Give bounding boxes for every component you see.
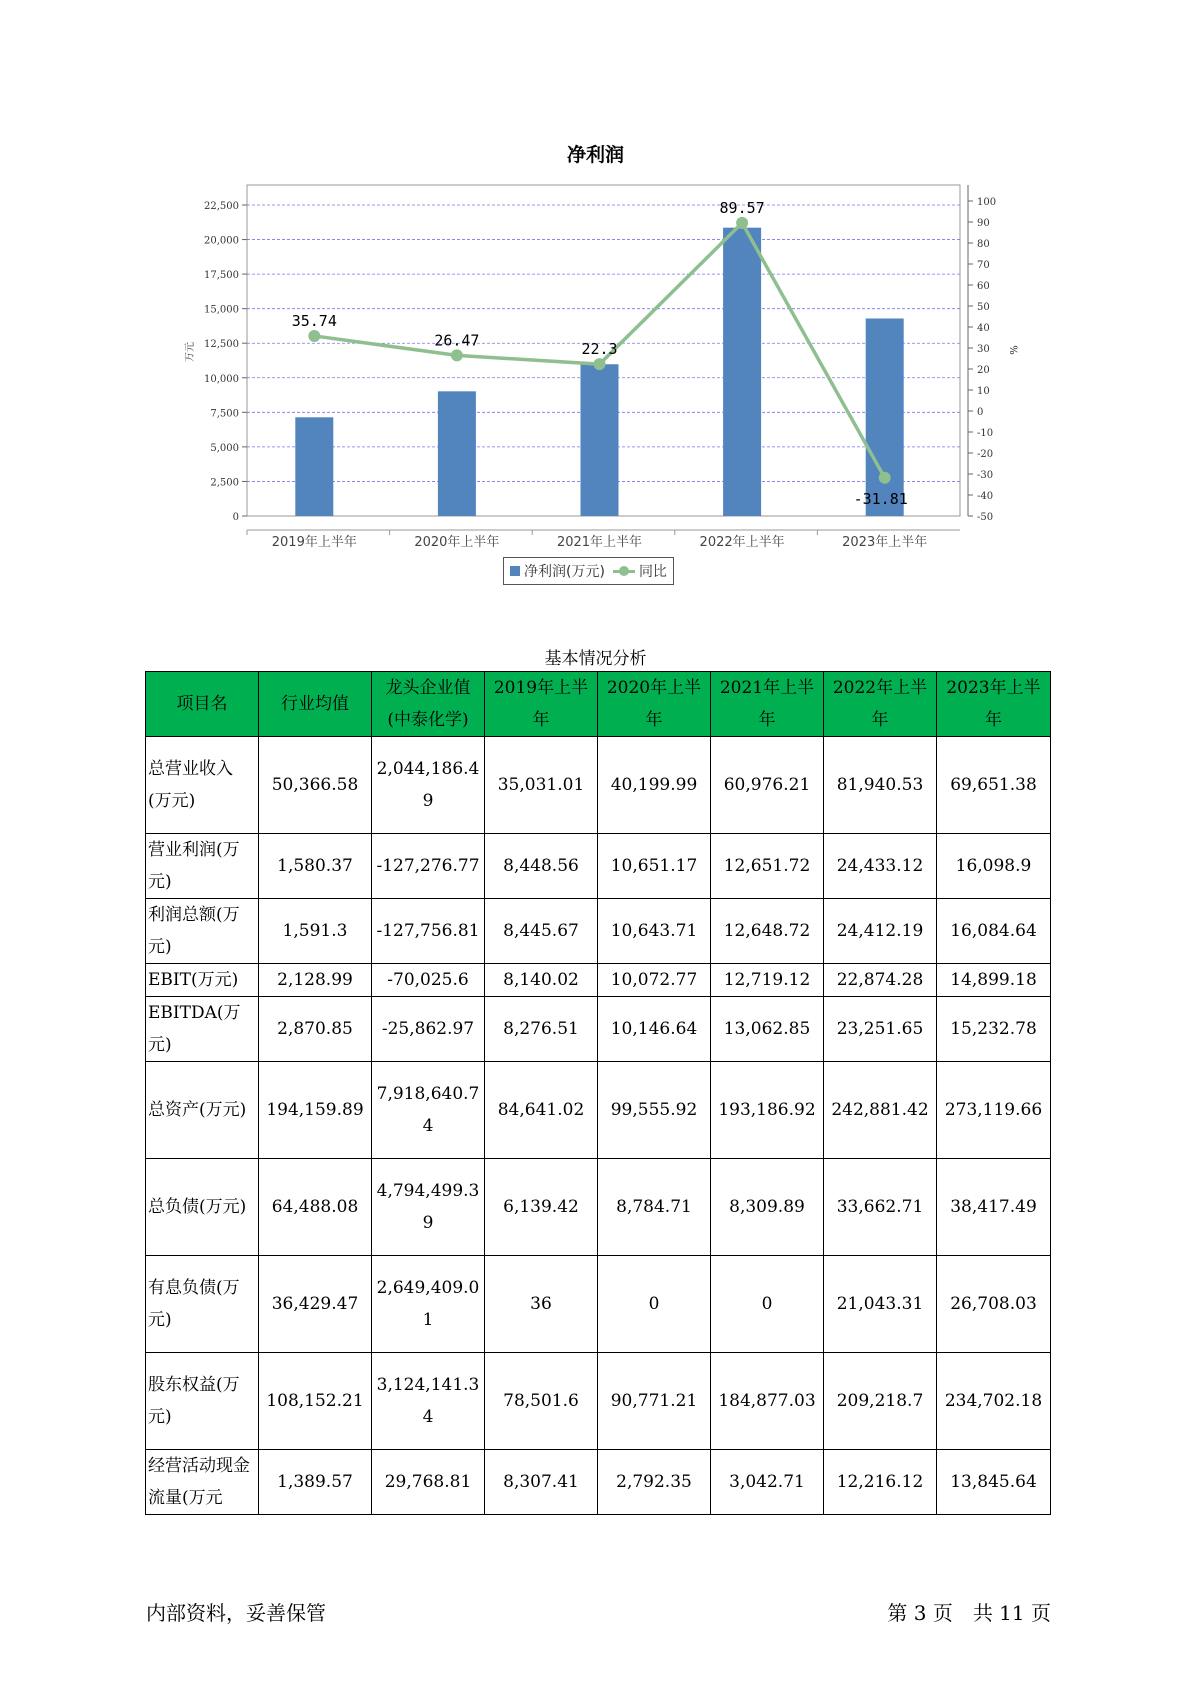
value-cell: 13,062.85 <box>711 997 824 1062</box>
y-right-tick-label: 30 <box>977 344 990 355</box>
value-cell: 4,794,499.39 <box>372 1159 485 1256</box>
value-cell: 8,140.02 <box>485 964 598 997</box>
value-cell: 1,580.37 <box>259 834 372 899</box>
value-cell: 194,159.89 <box>259 1062 372 1159</box>
value-cell: 8,445.67 <box>485 899 598 964</box>
y-right-tick-label: 0 <box>977 407 984 418</box>
x-tick-label: 2020年上半年 <box>414 535 500 550</box>
value-cell: 23,251.65 <box>824 997 937 1062</box>
y-left-tick-label: 10,000 <box>204 373 239 385</box>
value-cell: 12,648.72 <box>711 899 824 964</box>
value-cell: 1,591.3 <box>259 899 372 964</box>
bar <box>866 318 904 516</box>
value-cell: 40,199.99 <box>598 737 711 834</box>
table-header-cell: 2023年上半年 <box>937 672 1051 737</box>
yoy-data-label: -31.81 <box>853 489 908 508</box>
value-cell: -70,025.6 <box>372 964 485 997</box>
value-cell: 50,366.58 <box>259 737 372 834</box>
legend-bar-label: 净利润(万元) <box>524 564 605 580</box>
value-cell: 10,072.77 <box>598 964 711 997</box>
value-cell: 273,119.66 <box>937 1062 1051 1159</box>
value-cell: 36,429.47 <box>259 1256 372 1353</box>
value-cell: 78,501.6 <box>485 1353 598 1450</box>
row-label-cell: 总负债(万元) <box>146 1159 259 1256</box>
table-row <box>146 1353 1051 1450</box>
row-label-cell: 利润总额(万元) <box>146 899 259 964</box>
value-cell: 21,043.31 <box>824 1256 937 1353</box>
value-cell: 26,708.03 <box>937 1256 1051 1353</box>
yoy-point <box>308 330 320 342</box>
value-cell: 60,976.21 <box>711 737 824 834</box>
y-left-tick-label: 0 <box>232 512 239 523</box>
table-header-cell: 2022年上半年 <box>824 672 937 737</box>
value-cell: 8,448.56 <box>485 834 598 899</box>
table-header-cell: 2021年上半年 <box>711 672 824 737</box>
bar <box>581 364 619 516</box>
table-row <box>146 899 1051 964</box>
value-cell: 15,232.78 <box>937 997 1051 1062</box>
net-profit-chart <box>0 0 1191 600</box>
yoy-point <box>736 217 748 229</box>
yoy-data-label: 26.47 <box>434 331 480 350</box>
value-cell: 2,044,186.49 <box>372 737 485 834</box>
table-header-cell: 项目名 <box>146 672 259 737</box>
row-label-cell: 有息负债(万元) <box>146 1256 259 1353</box>
value-cell: 24,412.19 <box>824 899 937 964</box>
value-cell: 193,186.92 <box>711 1062 824 1159</box>
y-right-tick-label: -10 <box>977 428 994 439</box>
y-right-tick-label: 70 <box>977 260 990 271</box>
legend-line-swatch <box>613 565 635 577</box>
table-row <box>146 997 1051 1062</box>
value-cell: 2,649,409.01 <box>372 1256 485 1353</box>
value-cell: 81,940.53 <box>824 737 937 834</box>
table-header-cell: 2020年上半年 <box>598 672 711 737</box>
bar <box>723 228 761 516</box>
y-right-tick-label: 10 <box>977 386 990 397</box>
yoy-data-label: 22.3 <box>581 340 618 359</box>
table-row <box>146 1159 1051 1256</box>
legend-bar-swatch <box>510 566 520 576</box>
value-cell: 209,218.7 <box>824 1353 937 1450</box>
y-right-tick-label: 80 <box>977 239 990 250</box>
value-cell: 3,042.71 <box>711 1450 824 1515</box>
row-label-cell: EBIT(万元) <box>146 964 259 997</box>
value-cell: 35,031.01 <box>485 737 598 834</box>
value-cell: 29,768.81 <box>372 1450 485 1515</box>
row-label-cell: 经营活动现金流量(万元 <box>146 1450 259 1515</box>
table-row <box>146 834 1051 899</box>
value-cell: 69,651.38 <box>937 737 1051 834</box>
yoy-data-label: 89.57 <box>719 198 765 217</box>
value-cell: 22,874.28 <box>824 964 937 997</box>
value-cell: 12,719.12 <box>711 964 824 997</box>
table-row <box>146 1256 1051 1353</box>
value-cell: 13,845.64 <box>937 1450 1051 1515</box>
value-cell: 8,309.89 <box>711 1159 824 1256</box>
row-label-cell: 总资产(万元) <box>146 1062 259 1159</box>
table-title: 基本情况分析 <box>544 649 647 669</box>
y-left-tick-label: 15,000 <box>204 304 239 316</box>
table-row <box>146 737 1051 834</box>
value-cell: 64,488.08 <box>259 1159 372 1256</box>
value-cell: 242,881.42 <box>824 1062 937 1159</box>
value-cell: 16,098.9 <box>937 834 1051 899</box>
table-row <box>146 1062 1051 1159</box>
x-tick-label: 2022年上半年 <box>699 535 785 550</box>
row-label-cell: 股东权益(万元) <box>146 1353 259 1450</box>
value-cell: 184,877.03 <box>711 1353 824 1450</box>
footer-page-number: 第 3 页 共 11 页 <box>887 1601 1051 1625</box>
y-left-tick-label: 12,500 <box>204 339 239 351</box>
value-cell: 12,216.12 <box>824 1450 937 1515</box>
value-cell: -25,862.97 <box>372 997 485 1062</box>
x-tick-label: 2021年上半年 <box>556 535 643 550</box>
bar <box>295 417 333 516</box>
value-cell: 0 <box>598 1256 711 1353</box>
value-cell: 8,784.71 <box>598 1159 711 1256</box>
y-right-tick-label: 90 <box>977 218 990 229</box>
basic-analysis-table <box>145 671 1051 1515</box>
value-cell: 6,139.42 <box>485 1159 598 1256</box>
y-right-tick-label: 20 <box>977 365 990 376</box>
y-left-axis-label: 万元 <box>185 342 196 362</box>
yoy-point <box>879 472 891 484</box>
value-cell: 10,146.64 <box>598 997 711 1062</box>
value-cell: 8,307.41 <box>485 1450 598 1515</box>
y-right-tick-label: 60 <box>977 281 990 292</box>
chart-title: 净利润 <box>566 144 624 166</box>
value-cell: 10,651.17 <box>598 834 711 899</box>
value-cell: 8,276.51 <box>485 997 598 1062</box>
value-cell: 7,918,640.74 <box>372 1062 485 1159</box>
value-cell: 14,899.18 <box>937 964 1051 997</box>
chart-legend <box>503 557 674 585</box>
row-label-cell: 总营业收入(万元) <box>146 737 259 834</box>
y-left-tick-label: 2,500 <box>210 477 239 489</box>
y-right-tick-label: -40 <box>977 491 994 502</box>
table-header-cell: 龙头企业值(中泰化学) <box>372 672 485 737</box>
value-cell: 234,702.18 <box>937 1353 1051 1450</box>
x-tick-label: 2019年上半年 <box>271 535 357 550</box>
table-header-cell: 2019年上半年 <box>485 672 598 737</box>
table-row <box>146 964 1051 997</box>
value-cell: -127,276.77 <box>372 834 485 899</box>
y-right-tick-label: 100 <box>977 197 997 208</box>
footer-confidential: 内部资料，妥善保管 <box>146 1601 326 1625</box>
y-right-axis-label: % <box>1007 345 1018 355</box>
chart-svg <box>0 0 1191 600</box>
value-cell: 108,152.21 <box>259 1353 372 1450</box>
y-left-tick-label: 5,000 <box>210 442 239 454</box>
yoy-point <box>594 358 606 370</box>
value-cell: 33,662.71 <box>824 1159 937 1256</box>
bar <box>438 391 476 516</box>
row-label-cell: 营业利润(万元) <box>146 834 259 899</box>
y-left-tick-label: 7,500 <box>210 408 239 420</box>
value-cell: 16,084.64 <box>937 899 1051 964</box>
value-cell: 36 <box>485 1256 598 1353</box>
row-label-cell: EBITDA(万元) <box>146 997 259 1062</box>
legend-line-label: 同比 <box>638 564 667 580</box>
value-cell: -127,756.81 <box>372 899 485 964</box>
value-cell: 99,555.92 <box>598 1062 711 1159</box>
yoy-point <box>451 349 463 361</box>
y-left-tick-label: 22,500 <box>204 201 239 212</box>
table-header-row <box>146 672 1051 737</box>
value-cell: 1,389.57 <box>259 1450 372 1515</box>
value-cell: 2,870.85 <box>259 997 372 1062</box>
y-right-tick-label: -50 <box>977 512 994 523</box>
value-cell: 84,641.02 <box>485 1062 598 1159</box>
y-right-tick-label: -20 <box>977 449 994 460</box>
value-cell: 0 <box>711 1256 824 1353</box>
yoy-data-label: 35.74 <box>291 311 337 330</box>
value-cell: 12,651.72 <box>711 834 824 899</box>
value-cell: 3,124,141.34 <box>372 1353 485 1450</box>
y-right-tick-label: 50 <box>977 302 990 313</box>
value-cell: 2,128.99 <box>259 964 372 997</box>
table-header-cell: 行业均值 <box>259 672 372 737</box>
value-cell: 38,417.49 <box>937 1159 1051 1256</box>
value-cell: 10,643.71 <box>598 899 711 964</box>
value-cell: 2,792.35 <box>598 1450 711 1515</box>
value-cell: 24,433.12 <box>824 834 937 899</box>
table-row <box>146 1450 1051 1515</box>
value-cell: 90,771.21 <box>598 1353 711 1450</box>
y-right-tick-label: 40 <box>977 323 990 334</box>
y-right-tick-label: -30 <box>977 470 994 481</box>
x-tick-label: 2023年上半年 <box>842 535 928 550</box>
y-left-tick-label: 17,500 <box>204 270 239 282</box>
y-left-tick-label: 20,000 <box>204 235 239 247</box>
